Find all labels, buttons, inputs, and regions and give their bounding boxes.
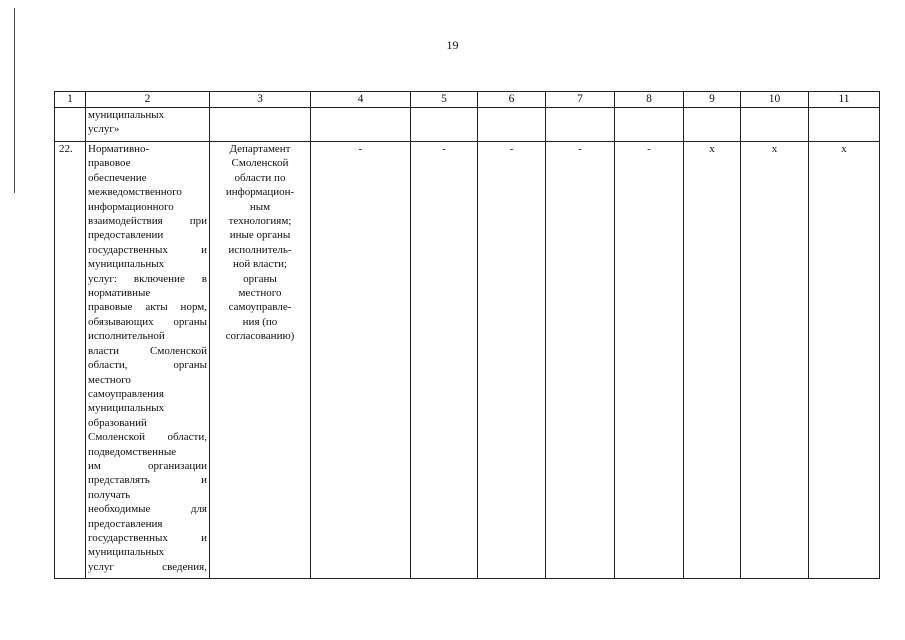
mark-cell-col6: - [478,142,546,579]
mark-cell-col10: x [741,142,809,579]
text-line: исполнитель- [228,243,292,256]
text-line: правовые акты норм, [88,301,207,314]
text-line: получать [88,488,131,501]
text-line: исполнительной [88,330,165,343]
text-line: муниципальных [88,109,165,121]
text-line: обеспечение [88,171,147,184]
empty-cell [55,108,86,142]
text-line: ной власти; [232,258,288,271]
text-line: Нормативно- [88,143,150,155]
empty-cell [809,108,880,142]
text-line: предоставлении [88,229,164,242]
row-number-cell: 22. [55,142,86,579]
text-line: межведомственного [88,186,182,199]
text-line: информационного [88,200,174,213]
text-line: Смоленской области, [88,431,207,444]
header-cell: 4 [311,92,411,108]
header-row [55,92,880,108]
header-cell: 8 [615,92,684,108]
empty-cell [411,108,478,142]
text-line: власти Смоленской [88,344,207,357]
text-line: ным [249,200,271,213]
empty-cell [615,108,684,142]
text-line: технологиям; [228,215,292,228]
text-line: самоуправле- [228,301,292,314]
text-line: муниципальных [88,546,165,559]
text-line: правовое [88,157,131,170]
empty-cell [311,108,411,142]
header-cell: 11 [809,92,880,108]
empty-cell [478,108,546,142]
mark-cell-col4: - [311,142,411,579]
text-line: государственных и [88,243,207,256]
text-line: иные органы [229,229,291,242]
text-line: местного [88,373,131,386]
text-line: самоуправления [88,387,164,400]
header-cell: 5 [411,92,478,108]
text-line: муниципальных [88,402,165,415]
text-line: предоставления [88,517,163,530]
text-line: информацион- [225,186,295,199]
header-cell: 6 [478,92,546,108]
document-table [54,91,880,579]
text-line: услуг сведения, [88,560,207,573]
text-line: согласованию) [225,330,295,343]
continuation-row [55,108,880,142]
empty-cell [210,108,311,142]
continuation-description-cell [86,108,210,142]
row-description-cell [86,142,210,579]
header-cell: 2 [86,92,210,108]
empty-cell [684,108,741,142]
header-cell: 1 [55,92,86,108]
text-line: местного [238,287,282,300]
empty-cell [741,108,809,142]
text-line: взаимодействия при [88,215,207,228]
page-number: 19 [446,38,459,52]
text-line: области по [234,171,286,184]
mark-cell-col5: - [411,142,478,579]
header-cell: 10 [741,92,809,108]
text-line: представлять и [88,474,207,487]
left-margin-rule [14,8,15,193]
text-line: Смоленской [231,157,289,170]
text-line: услуг» [88,123,120,136]
text-line: ния (по [242,315,278,328]
text-line: обязывающих органы [88,315,207,328]
text-line: нормативные [88,287,151,300]
header-cell: 9 [684,92,741,108]
text-line: Департамент [229,143,291,155]
header-cell: 7 [546,92,615,108]
mark-cell-col9: x [684,142,741,579]
mark-cell-col11: x [809,142,880,579]
empty-cell [546,108,615,142]
text-line: необходимые для [88,503,207,516]
text-line: услуг: включение в [88,272,207,285]
text-line: государственных и [88,531,207,544]
text-line: области, органы [88,359,207,372]
text-line: муниципальных [88,258,165,271]
text-line: образований [88,416,147,429]
header-cell: 3 [210,92,311,108]
text-line: им организации [88,459,207,472]
responsible-cell [210,142,311,579]
mark-cell-col7: - [546,142,615,579]
text-line: подведомственные [88,445,177,458]
text-line: органы [243,272,277,285]
table-row-22 [55,142,880,579]
mark-cell-col8: - [615,142,684,579]
